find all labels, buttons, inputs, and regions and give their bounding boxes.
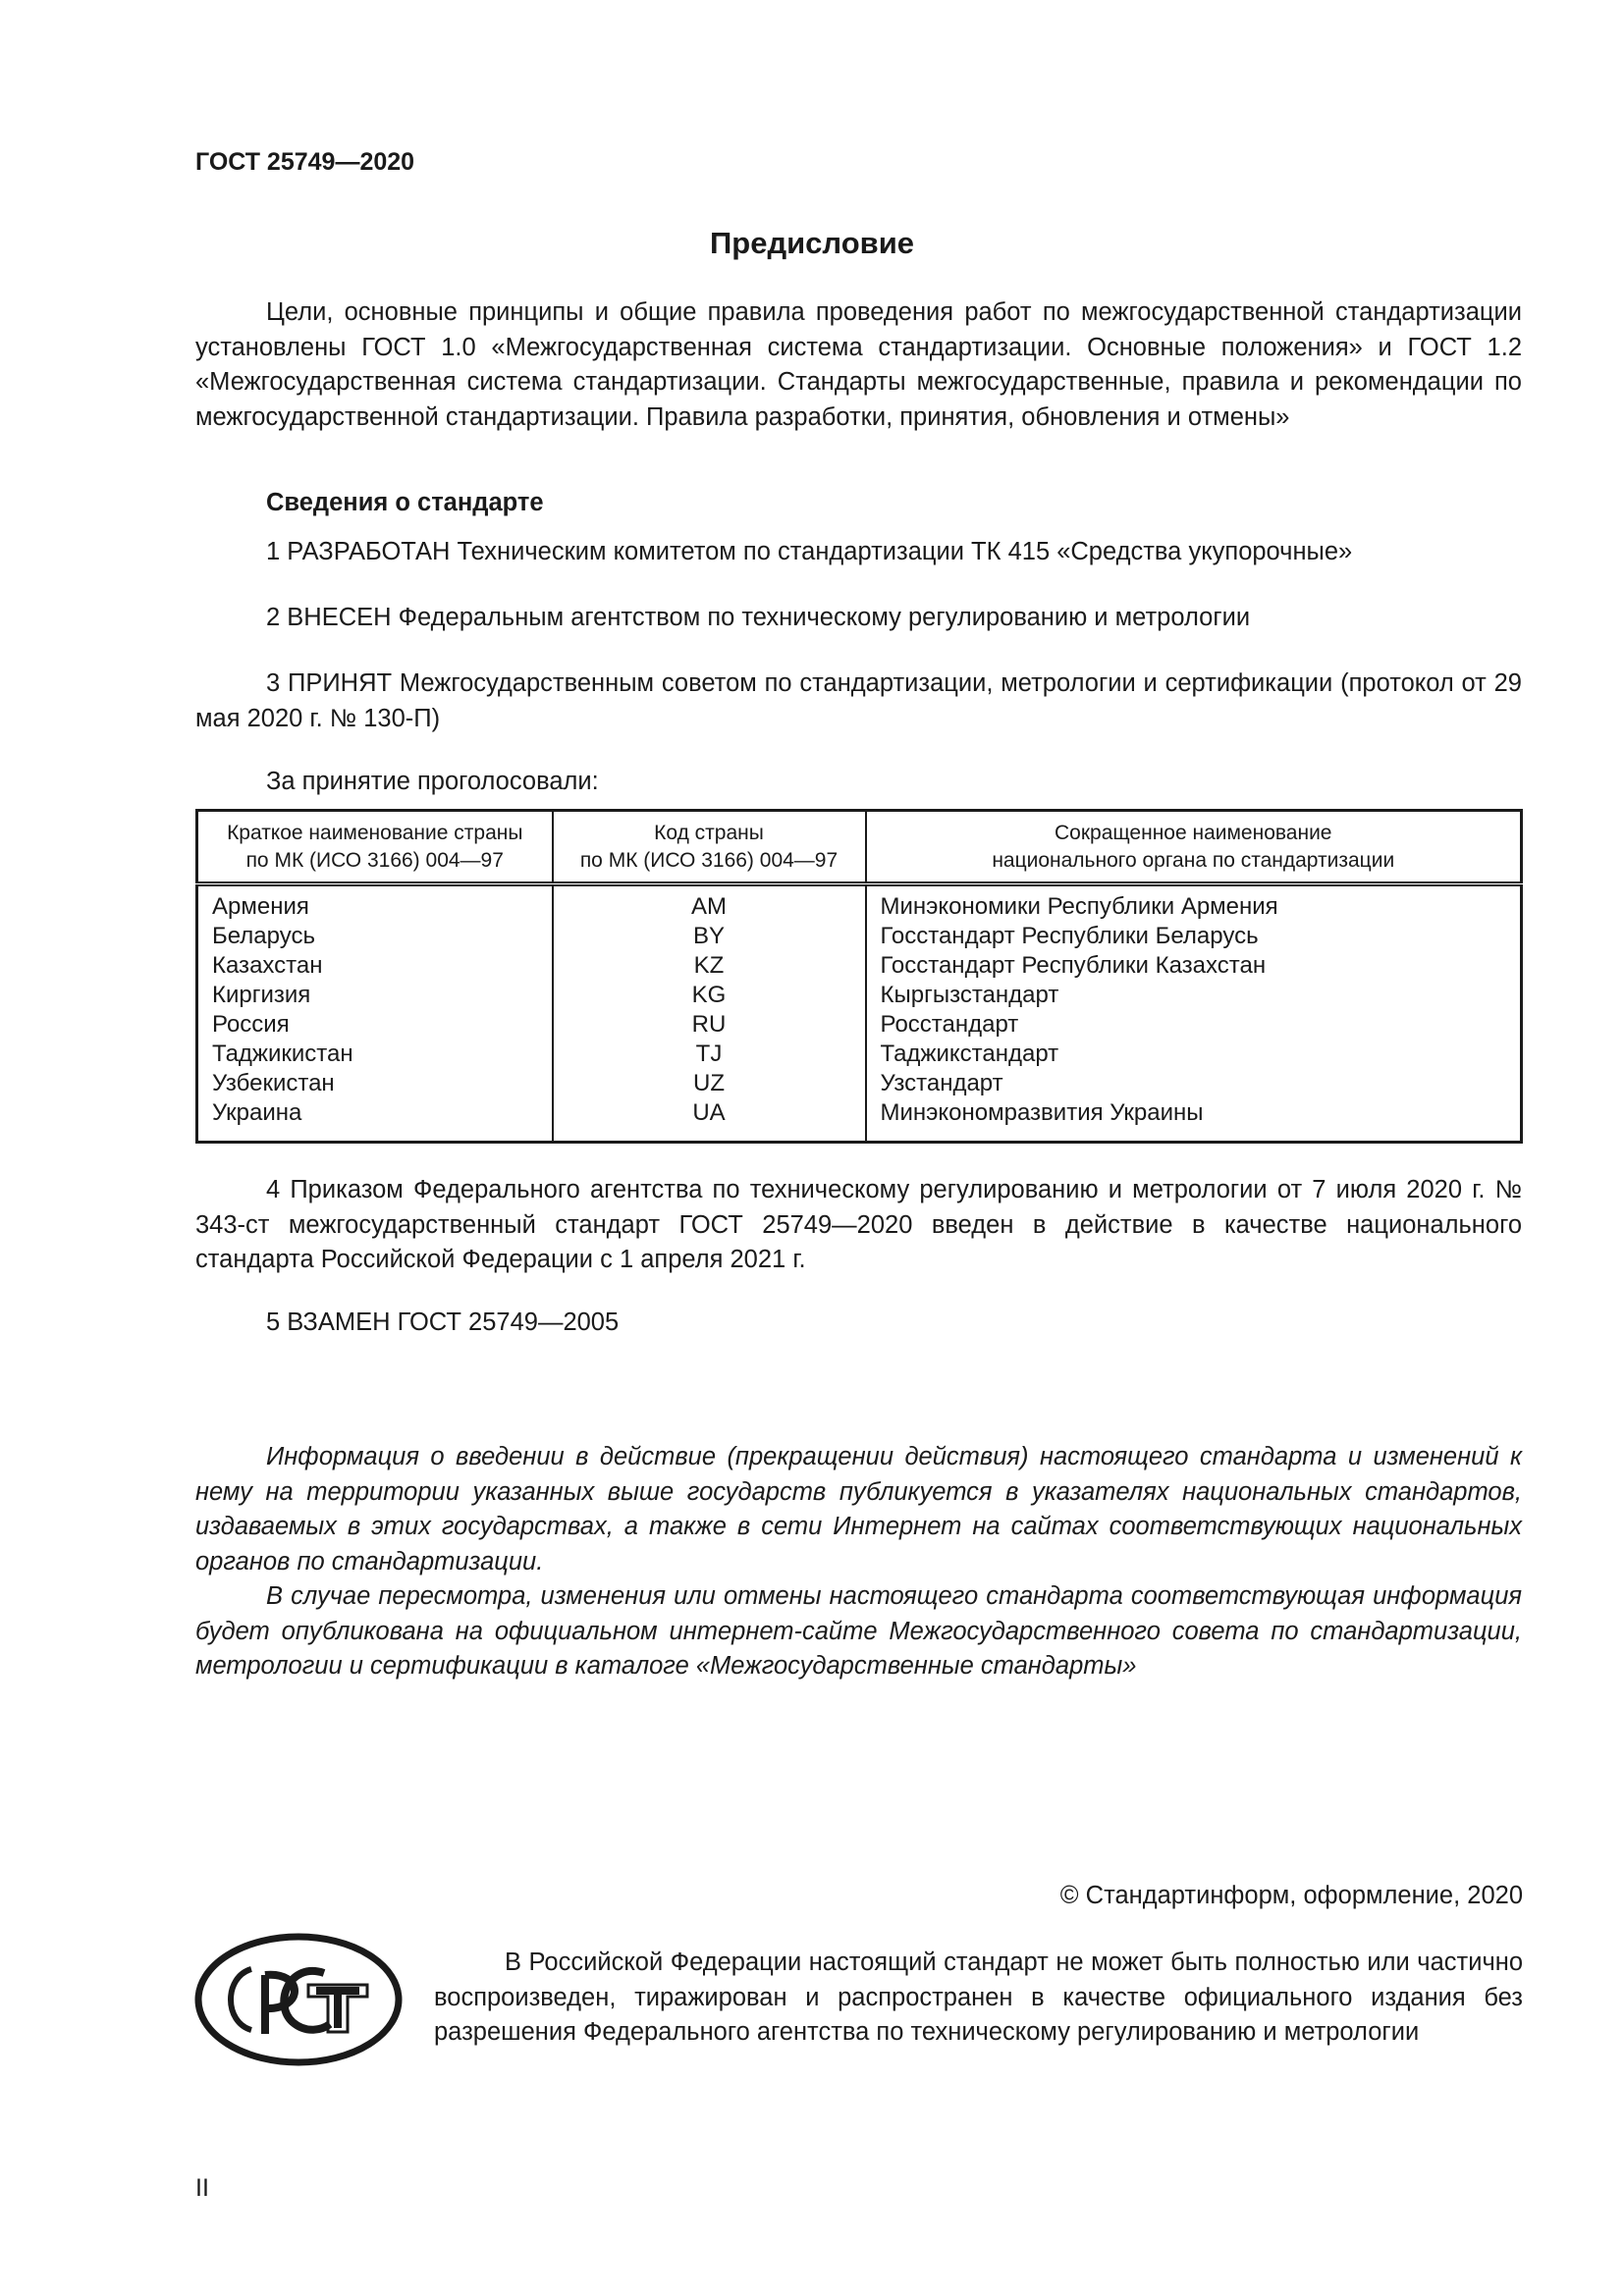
legal-notice: В Российской Федерации настоящий стандарт не может быть полностью или частично воспроизведен, тиражирован и распространен в качестве официального издания без разрешения Федерального агентства по техническому регулированию и метрологии (434, 1949, 1523, 2046)
voted-label: За принятие проголосовали: (266, 768, 599, 795)
column-header-agency: Сокращенное наименование национального органа по стандартизации (866, 811, 1522, 884)
item-replaces: 5 ВЗАМЕН ГОСТ 25749—2005 (266, 1308, 620, 1336)
table-cell: Россия (212, 1011, 290, 1038)
notice-paragraph-2: В случае пересмотра, изменения или отмены настоящего стандарта соответствующая информация будет опубликована на официальном интернет-сайте Межгосударственного совета по стандартизации, метрологии и сертификации в каталоге «Межгосударственные стандарты» (195, 1582, 1522, 1680)
info-heading: Сведения о стандарте (266, 489, 544, 516)
notice-paragraph-1: Информация о введении в действие (прекращении действия) настоящего стандарта и изменений к нему на территории указанных выше государств публикуется в указателях национальных стандартов, издаваемых в этих государствах, а также в сети Интернет на сайтах соответствующих национальных органов по стандартизации. (195, 1443, 1522, 1575)
item-developed: 1 РАЗРАБОТАН Техническим комитетом по стандартизации ТК 415 «Средства укупорочные» (266, 538, 1353, 565)
table-cell: UA (692, 1099, 726, 1126)
column-header-country: Краткое наименование страны по МК (ИСО 3166) 004—97 (197, 811, 553, 884)
agency-column (866, 884, 1522, 1143)
table-cell: AM (691, 893, 727, 920)
table-cell: Минэкономики Республики Армения (880, 893, 1278, 920)
table-cell: Минэкономразвития Украины (880, 1099, 1204, 1126)
table-cell: RU (691, 1011, 727, 1038)
item-introduced: 2 ВНЕСЕН Федеральным агентством по техническому регулированию и метрологии (266, 604, 1251, 631)
table-cell: Беларусь (212, 923, 315, 949)
table-cell: Госстандарт Республики Казахстан (880, 952, 1267, 979)
item-enacted: 4 Приказом Федерального агентства по техническому регулированию и метрологии от 7 июля 2020 г. № 343-ст межгосударственный стандарт ГОСТ 25749—2020 введен в действие в качестве национального стандарта Российской Федерации с 1 апреля 2021 г. (195, 1176, 1522, 1273)
country-column (197, 884, 553, 1143)
table-cell: Госстандарт Республики Беларусь (880, 923, 1259, 949)
copyright-line: © Стандартинформ, оформление, 2020 (1059, 1882, 1523, 1909)
member-states-table (195, 809, 1523, 1144)
table-body (197, 884, 1522, 1143)
table-cell: Армения (212, 893, 309, 920)
table-cell: KG (691, 982, 727, 1008)
item-adopted: 3 ПРИНЯТ Межгосударственным советом по стандартизации, метрологии и сертификации (протокол от 29 мая 2020 г. № 130-П) (195, 669, 1522, 732)
column-header-code: Код страны по МК (ИСО 3166) 004—97 (553, 811, 866, 884)
table-cell: KZ (693, 952, 725, 979)
table-cell: BY (692, 923, 725, 949)
table-cell: Киргизия (212, 982, 311, 1008)
table-cell: TJ (695, 1041, 723, 1067)
table-cell: Узстандарт (880, 1070, 1003, 1096)
table-cell: Таджикистан (212, 1041, 353, 1067)
table-cell: Узбекистан (212, 1070, 335, 1096)
intro-paragraph: Цели, основные принципы и общие правила проведения работ по межгосударственной стандартизации установлены ГОСТ 1.0 «Межгосударственная система стандартизации. Основные положения» и ГОСТ 1.2 «Межгосударственная система стандартизации. Стандарты межгосударственные, правила и рекомендации по межгосударственной стандартизации. Правила разработки, принятия, обновления и отмены» (195, 298, 1522, 431)
table-cell: Украина (212, 1099, 302, 1126)
document-code: ГОСТ 25749—2020 (195, 148, 415, 176)
table-header-row (197, 811, 1522, 884)
table-cell: Росстандарт (880, 1011, 1019, 1038)
table-cell: Кыргызстандарт (880, 982, 1059, 1008)
table-cell: Таджикстандарт (880, 1041, 1059, 1067)
page-number: II (195, 2174, 209, 2202)
table-cell: Казахстан (212, 952, 323, 979)
code-column (553, 884, 866, 1143)
page-title: Предисловие (709, 226, 914, 260)
pct-certification-mark-icon (194, 1932, 403, 2067)
table-cell: UZ (693, 1070, 725, 1096)
